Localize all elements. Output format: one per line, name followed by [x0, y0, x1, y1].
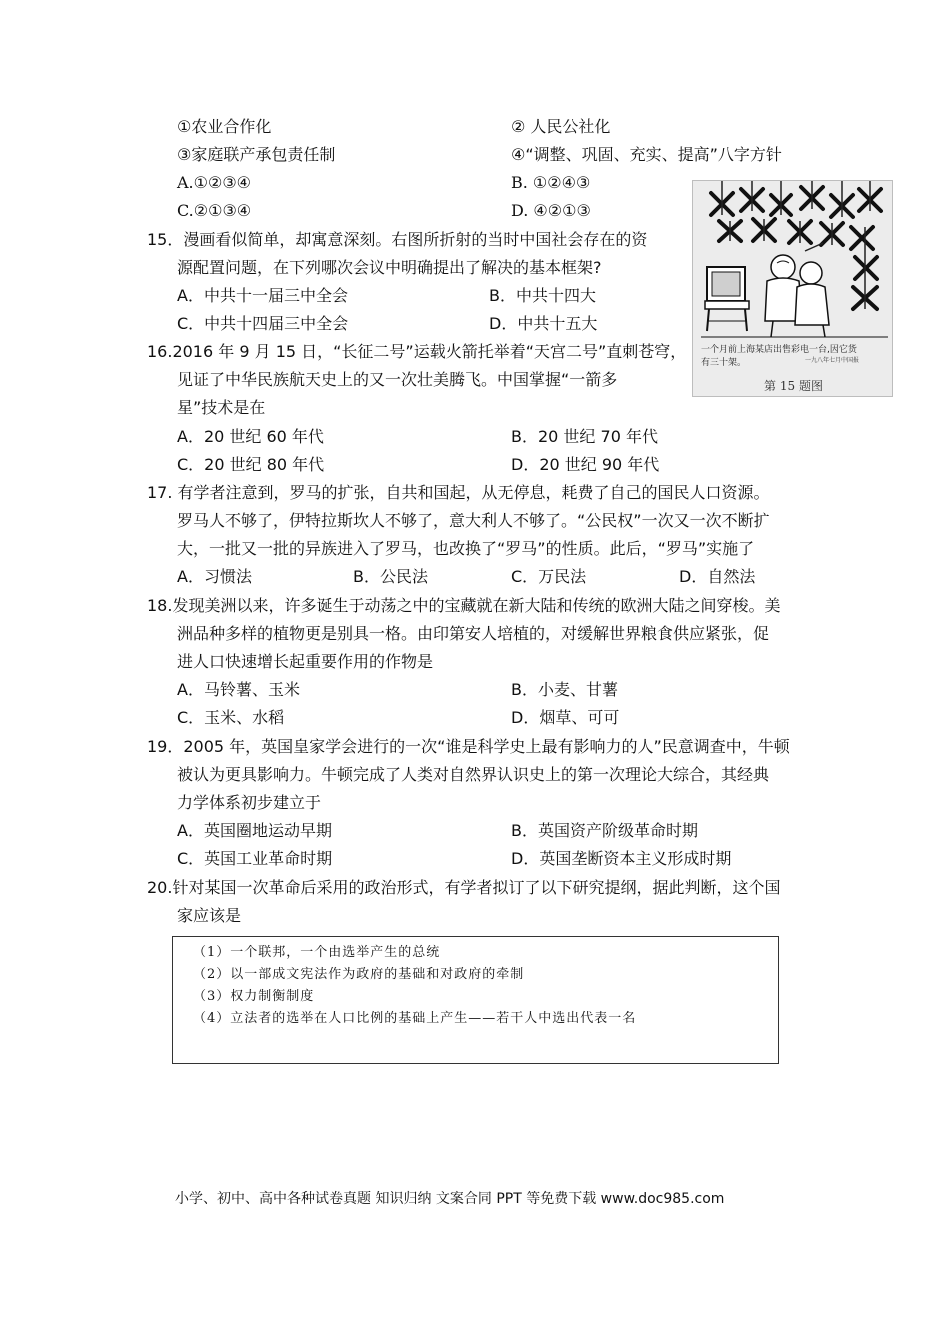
q16-choice-d: D．20 世纪 90 年代	[511, 455, 660, 474]
q18-stem-line-1: 18.发现美洲以来，许多诞生于动荡之中的宝藏就在新大陆和传统的欧洲大陆之间穿梭。美	[147, 596, 781, 615]
q19-stem-line-2: 被认为更具影响力。牛顿完成了人类对自然界认识史上的第一次理论大综合，其经典	[177, 765, 770, 784]
outline-item-4: （4）立法者的选举在人口比例的基础上产生——若干人中选出代表一名	[193, 1011, 637, 1026]
q20-stem-line-2: 家应该是	[177, 906, 242, 925]
research-outline-box	[172, 936, 779, 1064]
cartoon-drawing	[693, 181, 892, 371]
q16-choice-c: C．20 世纪 80 年代	[177, 455, 325, 474]
q14-choice-d: D. ④②①③	[511, 201, 591, 220]
q18-choice-d: D．烟草、可可	[511, 708, 620, 727]
outline-item-2: （2）以一部成文宪法作为政府的基础和对政府的牵制	[193, 967, 525, 982]
q16-stem-line-3: 星”技术是在	[177, 398, 266, 417]
cartoon-caption-2: 一九八年七月中国报	[805, 357, 860, 364]
q17-choice-d: D．自然法	[679, 567, 756, 586]
q19-stem-line-1: 19．2005 年，英国皇家学会进行的一次“谁是科学史上最有影响力的人”民意调查中，牛顿	[147, 737, 790, 756]
q14-choice-a: A.①②③④	[177, 173, 252, 192]
q18-stem-line-2: 洲品种多样的植物更是别具一格。由印第安人培植的，对缓解世界粮食供应紧张，促	[177, 624, 770, 643]
q16-stem-line-1: 16.2016 年 9 月 15 日，“长征二号”运载火箭托举着“天宫二号”直刺苍穹，	[147, 342, 687, 361]
q18-choice-b: B．小麦、甘薯	[511, 680, 618, 699]
q15-choice-b: B．中共十四大	[489, 286, 596, 305]
q16-stem-line-2: 见证了中华民族航天史上的又一次壮美腾飞。中国掌握“一箭多	[177, 370, 618, 389]
q19-choice-a: A．英国圈地运动早期	[177, 821, 332, 840]
q14-option-2: ② 人民公社化	[511, 117, 611, 136]
q19-choice-d: D．英国垄断资本主义形成时期	[511, 849, 732, 868]
q20-stem-line-1: 20.针对某国一次革命后采用的政治形式，有学者拟订了以下研究提纲，据此判断，这个国	[147, 878, 781, 897]
cartoon-caption-3: 有三十架。	[701, 358, 747, 368]
outline-item-1: （1）一个联邦，一个由选举产生的总统	[193, 945, 441, 960]
q18-stem-line-3: 进人口快速增长起重要作用的作物是	[177, 652, 434, 671]
q19-choice-c: C．英国工业革命时期	[177, 849, 333, 868]
q18-choice-c: C．玉米、水稻	[177, 708, 285, 727]
q17-stem-line-1: 17. 有学者注意到，罗马的扩张，自共和国起，从无停息，耗费了自己的国民人口资源。	[147, 483, 770, 502]
cartoon-figure	[692, 180, 893, 397]
q14-choice-c: C.②①③④	[177, 201, 252, 220]
cartoon-caption-1: 一个月前上海某店出售彩电一台,因它货	[701, 345, 857, 355]
q19-stem-line-3: 力学体系初步建立于	[177, 793, 322, 812]
q15-stem-line-1: 15．漫画看似简单，却寓意深刻。右图所折射的当时中国社会存在的资	[147, 230, 648, 249]
q14-option-4: ④“调整、巩固、充实、提高”八字方针	[511, 145, 782, 164]
q18-choice-a: A．马铃薯、玉米	[177, 680, 300, 699]
q15-stem-line-2: 源配置问题，在下列哪次会议中明确提出了解决的基本框架?	[177, 258, 602, 277]
outline-item-3: （3）权力制衡制度	[193, 989, 315, 1004]
q15-choice-c: C．中共十四届三中全会	[177, 314, 349, 333]
q16-choice-a: A．20 世纪 60 年代	[177, 427, 324, 446]
q17-choice-c: C．万民法	[511, 567, 587, 586]
q19-choice-b: B．英国资产阶级革命时期	[511, 821, 698, 840]
q14-choice-b: B. ①②④③	[511, 173, 591, 192]
q16-choice-b: B．20 世纪 70 年代	[511, 427, 658, 446]
q17-stem-line-3: 大，一批又一批的异族进入了罗马，也改换了“罗马”的性质。此后，“罗马”实施了	[177, 539, 755, 558]
q15-choice-d: D．中共十五大	[489, 314, 598, 333]
q17-stem-line-2: 罗马人不够了，伊特拉斯坎人不够了，意大利人不够了。“公民权”一次又一次不断扩	[177, 511, 770, 530]
figure-caption: 第 15 题图	[764, 379, 823, 393]
q15-choice-a: A．中共十一届三中全会	[177, 286, 348, 305]
q14-option-3: ③家庭联产承包责任制	[177, 145, 336, 164]
q17-choice-a: A．习惯法	[177, 567, 252, 586]
footer-text: 小学、初中、高中各种试卷真题 知识归纳 文案合同 PPT 等免费下载 www.doc985.com	[175, 1191, 725, 1207]
q17-choice-b: B．公民法	[353, 567, 428, 586]
q14-option-1: ①农业合作化	[177, 117, 272, 136]
